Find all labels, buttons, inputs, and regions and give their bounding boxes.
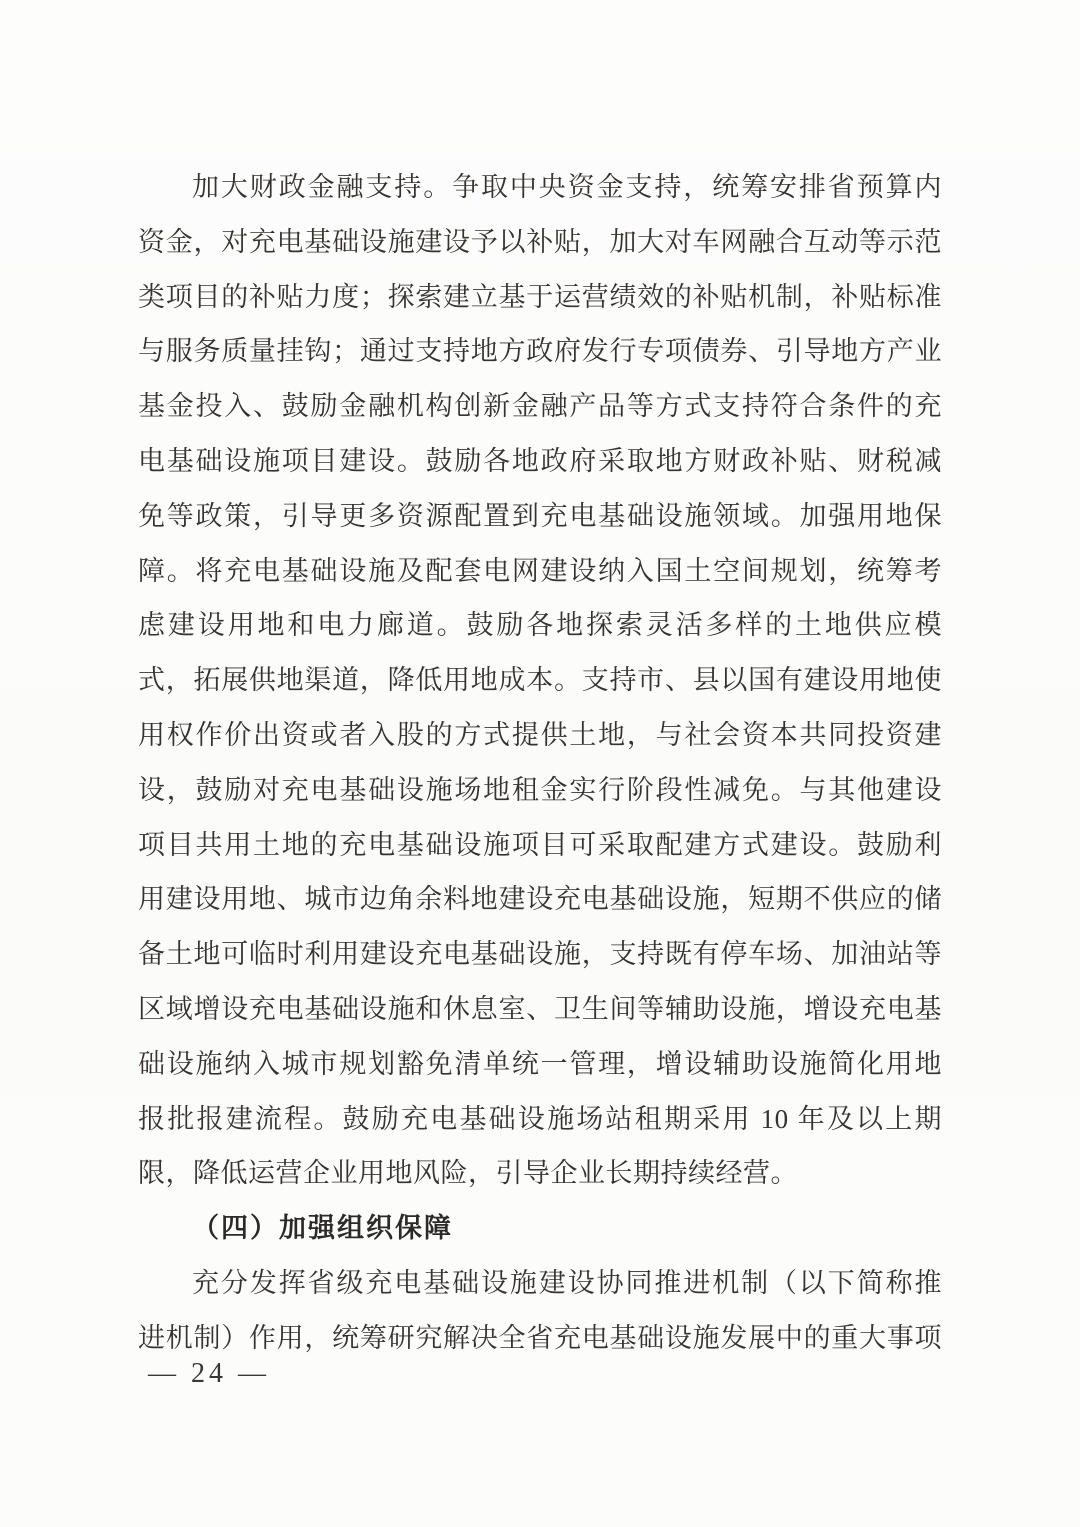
body-line: 备土地可临时利用建设充电基础设施，支持既有停车场、加油站等	[138, 939, 942, 970]
body-line: 限，降低运营企业用地风险，引导企业长期持续经营。	[138, 1158, 798, 1189]
body-line: 加大财政金融支持。争取中央资金支持，统筹安排省预算内	[192, 172, 942, 202]
body-line: 区域增设充电基础设施和休息室、卫生间等辅助设施，增设充电基	[138, 993, 942, 1024]
body-line: 报批报建流程。鼓励充电基础设施场站租期采用 10 年及以上期	[138, 1103, 942, 1134]
body-line: 与服务质量挂钩；通过支持地方政府发行专项债券、引导地方产业	[138, 336, 942, 367]
body-line: 充分发挥省级充电基础设施建设协同推进机制（以下简称推	[192, 1267, 942, 1298]
body-line: 障。将充电基础设施及配套电网建设纳入国土空间规划，统筹考	[138, 555, 942, 586]
body-line: 进机制）作用，统筹研究解决全省充电基础设施发展中的重大事项	[138, 1322, 942, 1353]
body-line: 基金投入、鼓励金融机构创新金融产品等方式支持符合条件的充	[138, 391, 942, 422]
body-line: 设，鼓励对充电基础设施场地租金实行阶段性减免。与其他建设	[138, 774, 942, 805]
body-line: 资金，对充电基础设施建设予以补贴，加大对车网融合互动等示范	[138, 226, 942, 257]
body-line: 用权作价出资或者入股的方式提供土地，与社会资本共同投资建	[138, 719, 942, 750]
body-line: 电基础设施项目建设。鼓励各地政府采取地方财政补贴、财税减	[138, 445, 942, 476]
body-line: 项目共用土地的充电基础设施项目可采取配建方式建设。鼓励利	[138, 829, 942, 860]
body-line: 式，拓展供地渠道，降低用地成本。支持市、县以国有建设用地使	[138, 665, 942, 696]
document-body	[138, 160, 942, 1366]
body-line: 础设施纳入城市规划豁免清单统一管理，增设辅助设施简化用地	[138, 1048, 942, 1079]
body-line: 用建设用地、城市边角余料地建设充电基础设施，短期不供应的储	[138, 884, 942, 915]
page-number: — 24 —	[148, 1358, 270, 1389]
body-line: 免等政策，引导更多资源配置到充电基础设施领域。加强用地保	[138, 500, 942, 531]
body-line: 虑建设用地和电力廊道。鼓励各地探索灵活多样的土地供应模	[138, 610, 942, 641]
section-heading: （四）加强组织保障	[192, 1213, 453, 1244]
body-line: 类项目的补贴力度；探索建立基于运营绩效的补贴机制，补贴标准	[138, 281, 942, 312]
